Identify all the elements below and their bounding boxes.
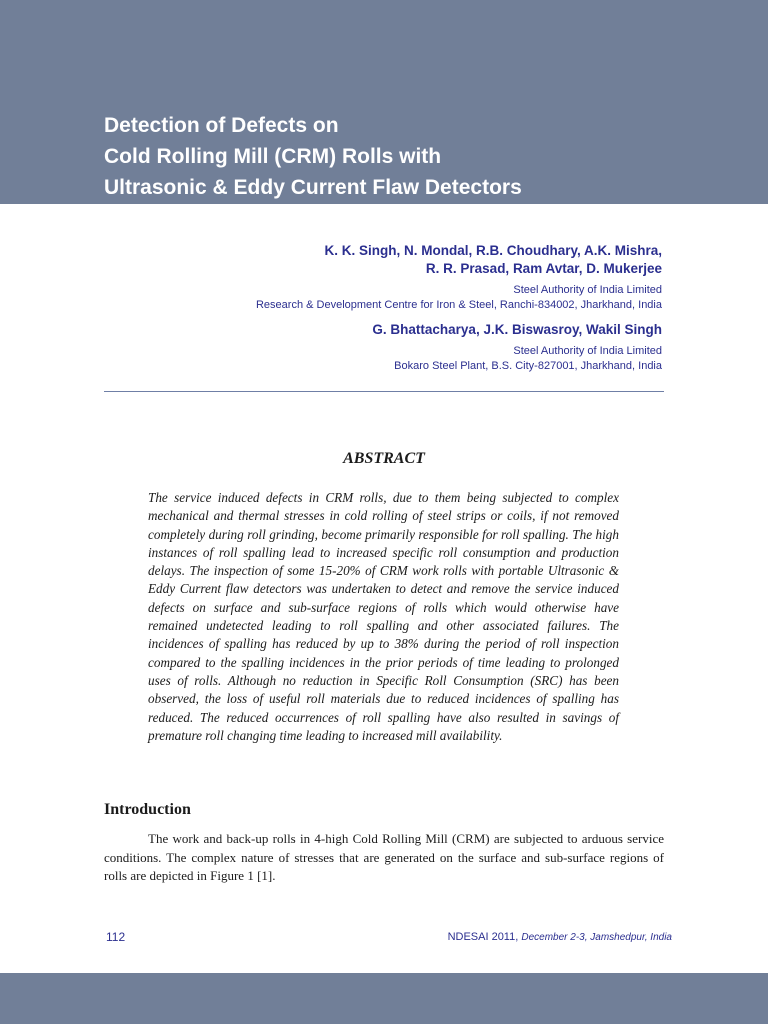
affiliation-address-1: Research & Development Centre for Iron & Steel, Ranchi-834002, Jharkhand, India	[255, 299, 662, 311]
introduction-text: The work and back-up rolls in 4-high Cold Rolling Mill (CRM) are subjected to arduous service conditions. The complex nature of stresses that are generated on the surface and sub-surface regions of rolls are depicted in Figure 1 [1].	[104, 831, 664, 883]
paper-title	[104, 110, 724, 203]
abstract-heading: ABSTRACT	[343, 450, 425, 467]
abstract-text: The service induced defects in CRM rolls, due to them being subjected to complex mechanical and thermal stresses in cold rolling of steel strips or coils, if not removed completely during roll grinding, become primarily responsible for roll spalling. The high instances of roll spalling lead to increased specific roll consumption and production delays. The inspection of some 15-20% of CRM work rolls with portable Ultrasonic & Eddy Current flaw detectors was undertaken to detect and remove the service induced defects on surface and sub-surface regions of rolls which would otherwise have remained undetected leading to roll spalling and other associated failures. The incidences of spalling has reduced by up to 38% during the period of roll inspection compared to the spalling incidences in the prior periods of time leading to prolonged uses of rolls. Although no reduction in Specific Roll Consumption (SRC) has been observed, the loss of useful roll materials due to reduced incidences of spalling has reduced. The reduced occurrences of roll spalling have also resulted in savings of premature roll changing time leading to increased mill availability.	[148, 490, 619, 743]
authors-line-1: K. K. Singh, N. Mondal, R.B. Choudhary, A.K. Mishra,	[324, 243, 662, 258]
authors-line-3: G. Bhattacharya, J.K. Biswasroy, Wakil Singh	[372, 322, 662, 337]
title-line-2: Cold Rolling Mill (CRM) Rolls with	[104, 145, 442, 168]
authors-line-2: R. R. Prasad, Ram Avtar, D. Mukerjee	[425, 261, 662, 276]
introduction-heading: Introduction	[104, 801, 191, 818]
conference-name: NDESAI 2011,	[447, 931, 519, 943]
title-line-1: Detection of Defects on	[104, 114, 339, 137]
title-line-3: Ultrasonic & Eddy Current Flaw Detectors	[104, 176, 522, 199]
author-group-1	[102, 242, 662, 313]
author-group-2	[102, 321, 662, 374]
footer-band	[0, 973, 768, 1024]
footer-conference	[448, 931, 672, 943]
conference-date-place: December 2-3, Jamshedpur, India	[521, 932, 672, 943]
affiliation-org-2: Steel Authority of India Limited	[513, 345, 662, 357]
divider-line	[104, 391, 664, 392]
page-number: 112	[106, 930, 126, 944]
affiliation-org-1: Steel Authority of India Limited	[513, 284, 662, 296]
affiliation-address-2: Bokaro Steel Plant, B.S. City-827001, Jharkhand, India	[394, 360, 662, 372]
